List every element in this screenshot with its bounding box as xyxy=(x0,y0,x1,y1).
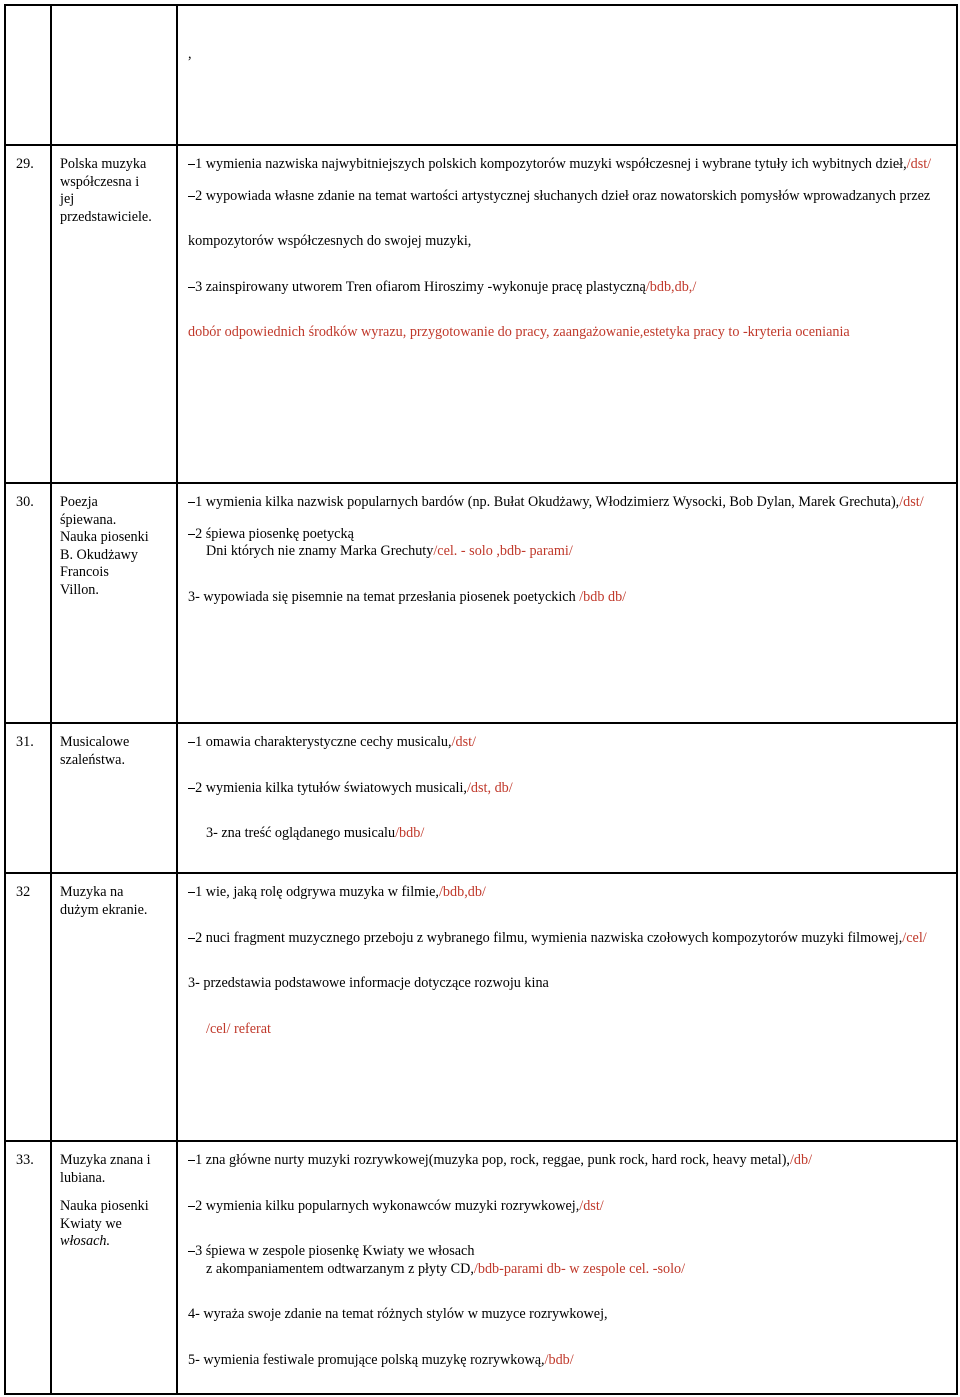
list-item: 3- zna treść oglądanego musicalu/bdb/ xyxy=(206,825,425,841)
topic-line: Poezja xyxy=(60,494,98,510)
list-item: ⎯1 zna główne nurty muzyki rozrywkowej(muzyka pop, rock, reggae, punk rock, hard rock, heavy metal),/db/ xyxy=(188,1152,813,1168)
num-cell xyxy=(5,5,51,145)
list-item: ⎯1 wymienia nazwiska najwybitniejszych polskich kompozytorów muzyki współczesnej i wybrane tytuły ich wybitnych dzieł,/dst/ xyxy=(188,156,932,172)
topic-line xyxy=(60,1187,174,1198)
list-item: ⎯2 wymienia kilka tytułów światowych musicali,/dst, db/ xyxy=(188,779,513,796)
list-item: ⎯2 wymienia kilku popularnych wykonawców muzyki rozrywkowej,/dst/ xyxy=(188,1197,604,1214)
row-number: 30. xyxy=(5,483,51,723)
list-item: ⎯2 nuci fragment muzycznego przeboju z wybranego filmu, wymienia nazwiska czołowych kompozytorów muzyki filmowej,/cel/ xyxy=(188,929,927,946)
list-item: ⎯2 wypowiada własne zdanie na temat wartości artystycznej słuchanych dzieł oraz nowatorskich pomysłów wprowadzanych przez xyxy=(188,187,931,204)
row-number: 29. xyxy=(5,145,51,483)
table-row xyxy=(5,483,957,723)
list-item: 3- wypowiada się pisemnie na temat przesłania piosenek poetyckich /bdb db/ xyxy=(188,588,627,605)
table-row xyxy=(5,145,957,483)
topic-line: szaleństwa. xyxy=(60,751,126,768)
table-row xyxy=(5,873,957,1141)
curriculum-table xyxy=(4,4,958,1395)
table-row xyxy=(5,723,957,873)
list-item: 5- wymienia festiwale promujące polską muzykę rozrywkową,/bdb/ xyxy=(188,1351,574,1368)
topic-cell xyxy=(51,723,177,873)
topic-cell xyxy=(51,1141,177,1394)
row-number: 33. xyxy=(5,1141,51,1394)
topic-line: B. Okudżawy xyxy=(60,546,139,563)
list-item: ⎯2 śpiewa piosenkę poetycką xyxy=(188,525,354,542)
topic-cell xyxy=(51,483,177,723)
topic-cell xyxy=(51,873,177,1141)
topic-line: Muzyka znana i xyxy=(60,1152,151,1168)
list-item: 4- wyraża swoje zdanie na temat różnych stylów w muzyce rozrywkowej, xyxy=(188,1306,608,1322)
row-number: 32 xyxy=(5,873,51,1141)
content-cell xyxy=(177,5,957,145)
content-cell xyxy=(177,873,957,1141)
table-row xyxy=(5,1141,957,1394)
content-cell xyxy=(177,145,957,483)
row-number: 31. xyxy=(5,723,51,873)
topic-line: współczesna i xyxy=(60,173,140,190)
list-item: z akompaniamentem odtwarzanym z płyty CD,/bdb-parami db- w zespole cel. -solo/ xyxy=(206,1260,686,1277)
topic-line: przedstawiciele. xyxy=(60,208,152,225)
topic-line: Villon. xyxy=(60,581,99,598)
list-item: Dni których nie znamy Marka Grechuty/cel. - solo ,bdb- parami/ xyxy=(206,543,573,559)
content-cell xyxy=(177,1141,957,1394)
comma-mark: , xyxy=(188,46,192,62)
topic-line: Francois xyxy=(60,564,109,580)
list-item: /cel/ referat xyxy=(206,1020,271,1037)
topic-cell xyxy=(51,5,177,145)
topic-line: Nauka piosenki xyxy=(60,1198,149,1214)
topic-line: włosach. xyxy=(60,1233,111,1249)
list-item: 3- przedstawia podstawowe informacje dotyczące rozwoju kina xyxy=(188,975,549,991)
topic-cell xyxy=(51,145,177,483)
topic-line: dużym ekranie. xyxy=(60,901,148,918)
topic-line: jej xyxy=(60,191,75,207)
table-row xyxy=(5,5,957,145)
content-cell xyxy=(177,723,957,873)
topic-line: Muzyka na xyxy=(60,884,124,900)
list-item: ⎯1 omawia charakterystyczne cechy musicalu,/dst/ xyxy=(188,734,476,750)
list-item: ⎯1 wymienia kilka nazwisk popularnych bardów (np. Bułat Okudżawy, Włodzimierz Wysocki, Bob Dylan, Marek Grechuta),/dst/ xyxy=(188,494,924,510)
topic-line: Musicalowe xyxy=(60,734,130,750)
list-item: ⎯3 śpiewa w zespole piosenkę Kwiaty we włosach xyxy=(188,1243,475,1259)
content-cell xyxy=(177,483,957,723)
list-item: dobór odpowiednich środków wyrazu, przygotowanie do pracy, zaangażowanie,estetyka pracy to -kryteria oceniania xyxy=(188,324,850,340)
topic-line: Nauka piosenki xyxy=(60,529,149,545)
list-item: ⎯1 wie, jaką rolę odgrywa muzyka w filmie,/bdb,db/ xyxy=(188,884,486,900)
topic-line: Polska muzyka xyxy=(60,156,147,172)
list-item: kompozytorów współczesnych do swojej muzyki, xyxy=(188,233,472,249)
topic-line: śpiewana. xyxy=(60,511,117,528)
topic-line: lubiana. xyxy=(60,1169,106,1186)
topic-line: Kwiaty we xyxy=(60,1215,122,1232)
list-item: ⎯3 zainspirowany utworem Tren ofiarom Hiroszimy -wykonuje pracę plastyczną/bdb,db,/ xyxy=(188,278,697,295)
